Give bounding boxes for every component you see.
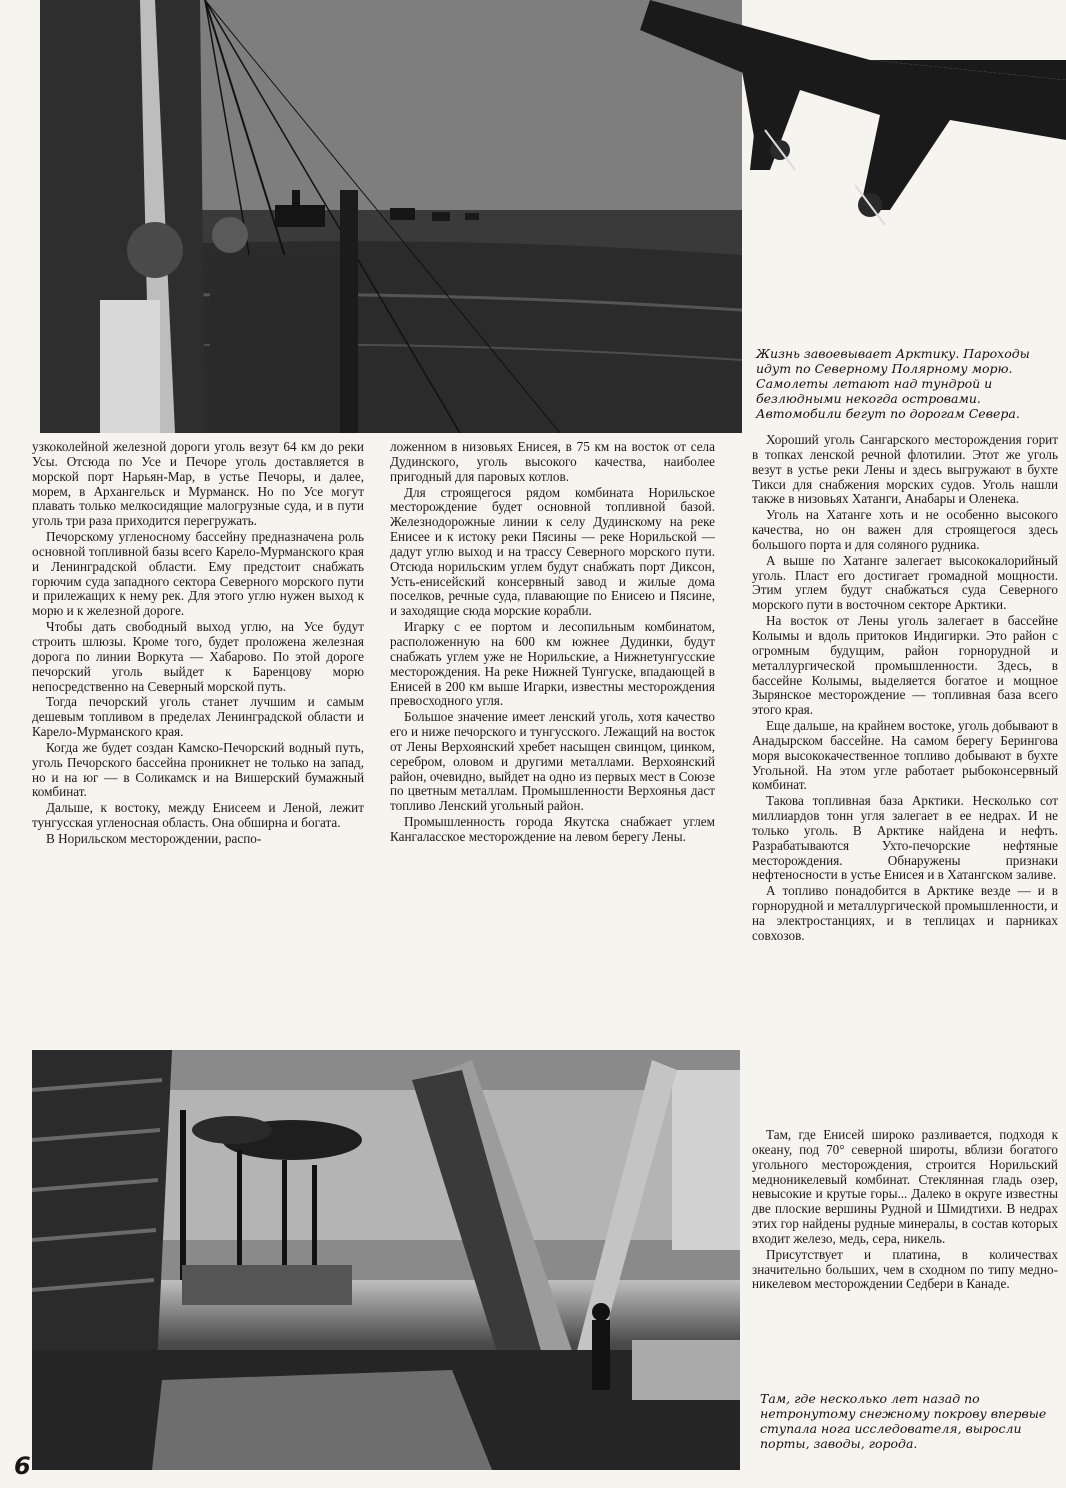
paragraph: Присутствует и платина, в количествах значительно больших, чем в сходном по типу медно-никелевом месторождении Седбери в Канаде. — [752, 1246, 1058, 1292]
paragraph: А выше по Хатанге залегает высококалорийный уголь. Пласт его достигает громадной мощности. Этим углем будут снабжаться суда Северного морского пути в восточном секторе Арктики. — [752, 552, 1058, 613]
paragraph: Хороший уголь Сангарского месторождения горит в топках ленской речной флотилии. Этот же уголь везут в устье реки Лены и здесь выгружают в бухте Тикси для снабжения морских судов. Уголь нашли также в низовьях Хатанги, Анабары и Оленека. — [752, 432, 1058, 507]
airplane-illustration — [620, 0, 1066, 322]
photo-airplane — [620, 0, 1066, 322]
paragraph: На восток от Лены уголь залегает в бассейне Колымы и вдоль притоков Индигирки. Это район с огромным будущим, район горнорудной и металлургической промышленности. Здесь, в бассейне Колымы, выделяется богатое и мощное Зырянское месторождение — топливная база всего этого края. — [752, 613, 1058, 718]
article-column-3 — [752, 433, 1058, 945]
paragraph: Чтобы дать свободный выход углю, на Усе будут строить шлюзы. Кроме того, будет проложена железная дорога по линии Воркута — Хабарово. По этой дороге печорский уголь выйдет к Баренцову морю непосредственно на Северный морской путь. — [32, 619, 364, 694]
caption-text: Жизнь завоевывает Арктику. Пароходы идут по Северному Полярному морю. Самолеты летают над тундрой и безлюдными некогда островами. Автомобили бегут по дорогам Севера. — [756, 346, 1030, 421]
norilsk-sidebar-text — [752, 1128, 1058, 1293]
paragraph: узкоколейной железной дороги уголь везут 64 км до реки Усы. Отсюда по Усе и Печоре уголь доставляется в морской порт Нарьян-Мар, в устье Печоры, и далее, морем, в Архангельск и Мурманск. Но по Усе могут плавать только мелкосидящие малогрузные суда, и в пути уголь три раза приходится перегружать. — [32, 439, 364, 529]
top-photo-caption — [756, 346, 1056, 421]
paragraph: Тогда печорский уголь станет лучшим и самым дешевым топливом в пределах Ленинградской области и Карело-Мурманского края. — [32, 694, 364, 740]
page-number: 6 — [14, 1452, 31, 1480]
paragraph: А топливо понадобится в Арктике везде — и в горнорудной и металлургической промышленности, и на электростанциях, и в теплицах и парниках совхозов. — [752, 883, 1058, 943]
paragraph: Для строящегося рядом комбината Норильское месторождение будет основной топливной базой. Железнодорожные линии к селу Дудинскому на реке Енисее и к истоку реки Пясины — реке Норильской — дадут углю выход и на трассу Северного морского пути. Отсюда норильским углем будут снабжать порт Диксон, Усть-енисейский консервный завод и жилые дома поселков, речные суда, плавающие по Енисею и Пясине, и заходящие сюда морские корабли. — [390, 484, 715, 619]
article-column-1 — [32, 440, 364, 848]
paragraph: Там, где Енисей широко разливается, подходя к океану, под 70° северной широты, вблизи богатого угольного месторождения, строится Норильский медноникелевый комбинат. Стеклянная гладь озер, невысокие и крутые горы... Далеко в округе известны две плоские вершины Рудной и Шмидтихи. В недрах этих гор найдены рудные минералы, в состав которых входит железо, медь, сера, никель. — [752, 1127, 1058, 1246]
paragraph: Такова топливная база Арктики. Несколько сот миллиардов тонн угля залегает в ее недрах. И не только уголь. В Арктике найдена и нефть. Разрабатываются Ухто-печорские нефтяные месторождения. Обнаружены признаки нефтеносности в устье Енисея и в Хатангском заливе. — [752, 793, 1058, 883]
paragraph: Дальше, к востоку, между Енисеем и Леной, лежит тунгусская угленосная область. Она обширна и богата. — [32, 800, 364, 831]
construction-illustration — [32, 1050, 740, 1470]
paragraph: Игарку с ее портом и лесопильным комбинатом, расположенную на 600 км южнее Дудинки, будут снабжать углем уже не Норильские, а Нижнетунгусские месторождения. На реке Нижней Тунгуске, впадающей в Енисей в 200 км выше Игарки, известны месторождения превосходного угля. — [390, 619, 715, 709]
photo-construction-site — [32, 1050, 740, 1470]
paragraph: Когда же будет создан Камско-Печорский водный путь, уголь Печорского бассейна проникнет не только на запад, но и на юг — в Соликамск и на Вишерский бумажный комбинат. — [32, 739, 364, 800]
paragraph: Промышленность города Якутска снабжает углем Кангаласское месторождение на левом берегу Лены. — [390, 814, 715, 844]
paragraph: В Норильском месторождении, распо- — [46, 830, 262, 846]
bottom-photo-caption — [760, 1391, 1058, 1451]
paragraph: Еще дальше, на крайнем востоке, уголь добывают в Анадырском бассейне. На самом берегу Берингова моря высококачественное топливо добывают в бухте Угольной. На этом угле работает рыбоконсервный комбинат. — [752, 718, 1058, 793]
paragraph: Большое значение имеет ленский уголь, хотя качество его и ниже печорского и тунгусского. Лежащий на восток от Лены Верхоянский хребет насыщен свинцом, цинком, серебром, оловом и другими металлами. Верхоянский район, очевидно, выйдет на одно из первых мест в Союзе по цветным металлам. Промышленности Верхоянья даст топливо Ленский угольный район. — [390, 709, 715, 814]
paragraph: Уголь на Хатанге хоть и не особенно высокого качества, но он важен для строящегося здесь большого порта и для соляного рудника. — [752, 507, 1058, 552]
caption-text: Там, где несколько лет назад по нетронутому снежному покрову впервые ступала нога исследователя, выросли порты, заводы, города. — [760, 1391, 1047, 1451]
paragraph: ложенном в низовьях Енисея, в 75 км на восток от села Дудинского, уголь высокого качества, наиболее пригодный для паровых котлов. — [390, 439, 715, 484]
article-column-2 — [390, 440, 715, 846]
paragraph: Печорскому угленосному бассейну предназначена роль основной топливной базы всего Карело-Мурманского края и Ленинградской области. Ему предстоит снабжать горючим суда западного сектора Северного морского пути и прилежащих к нему рек. Для этого углю нужен выход к морю и к железной дороге. — [32, 529, 364, 619]
